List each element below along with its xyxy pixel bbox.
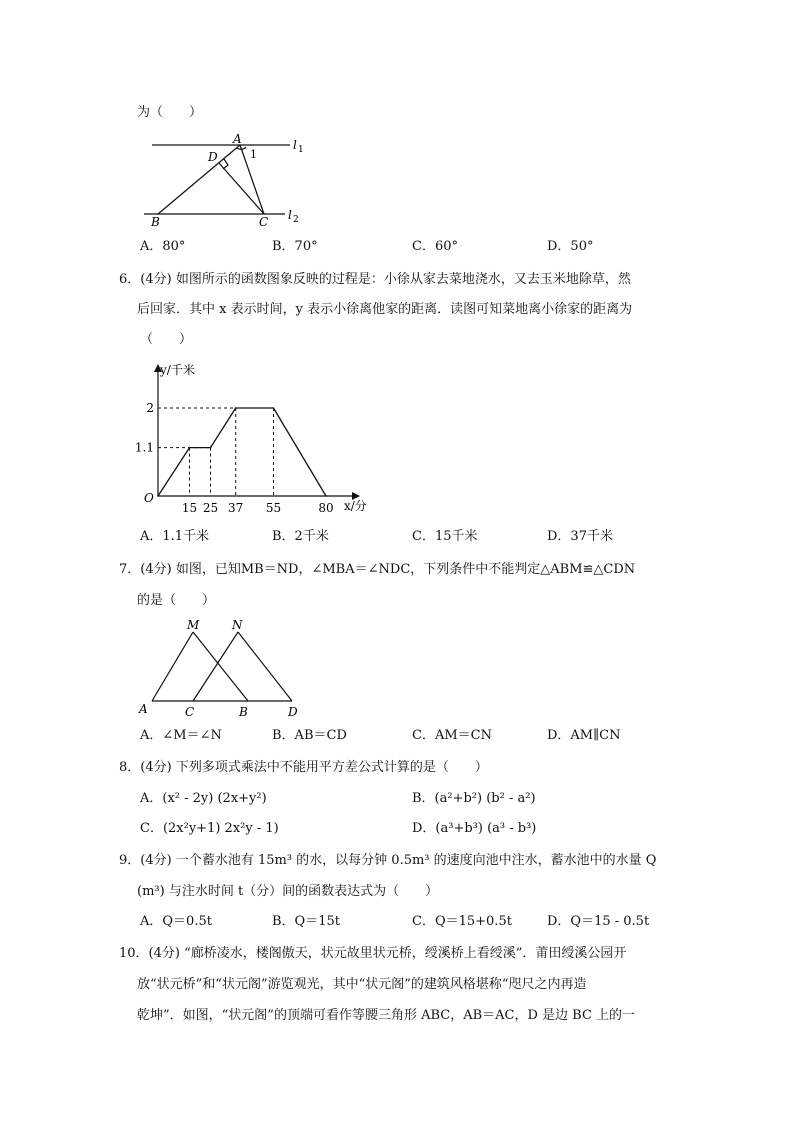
q6-option-d[interactable]: D．37千米: [547, 529, 613, 544]
q6-option-b[interactable]: B．2千米: [272, 529, 329, 544]
q7-label-C: C: [185, 705, 195, 719]
q7-line-2: 的是（ ）: [137, 593, 216, 608]
q5-label-l2: l: [288, 208, 292, 222]
x-tick-label: 25: [202, 501, 219, 515]
q7-label-B: B: [239, 705, 248, 719]
q9-option-b[interactable]: B．Q＝15t: [272, 914, 340, 929]
q10-line-1: 10．(4分) “廊桥凌水，楼阁傲天，状元故里状元桥，绶溪桥上看绶溪”．莆田绶溪公园开: [119, 946, 627, 961]
q6-option-c[interactable]: C．15千米: [412, 529, 478, 544]
q5-label-l1-sub: 1: [298, 145, 304, 155]
q9-option-c[interactable]: C．Q＝15+0.5t: [412, 914, 512, 929]
q5-figure: [140, 130, 320, 230]
y-axis-label: y/千米: [160, 363, 195, 377]
x-tick-label: 37: [228, 501, 244, 515]
origin-label: O: [144, 491, 154, 505]
q9-option-d[interactable]: D．Q＝15 - 0.5t: [547, 914, 650, 929]
q5-label-C: C: [259, 215, 269, 229]
q7-option-c[interactable]: C．AM＝CN: [412, 728, 492, 743]
q9-option-a[interactable]: A．Q＝0.5t: [140, 914, 212, 929]
data-point: [235, 407, 237, 409]
q6-line-2: 后回家．其中 x 表示时间，y 表示小徐离他家的距离．读图可知菜地离小徐家的距离为: [137, 302, 633, 317]
x-tick-label: 15: [181, 501, 198, 515]
data-point: [273, 407, 275, 409]
q10-line-2: 放“状元桥”和“状元阁”游览观光，其中“状元阁”的建筑风格堪称“咫尺之内再造: [137, 977, 587, 992]
q6-line-3: （ ）: [140, 332, 193, 347]
q8-line-1: 8．(4分) 下列多项式乘法中不能用平方差公式计算的是（ ）: [119, 760, 488, 775]
q5-option-d[interactable]: D．50°: [547, 239, 594, 254]
q5-option-a[interactable]: A．80°: [140, 239, 186, 254]
x-tick-label: 80: [318, 501, 334, 515]
data-point: [157, 495, 159, 497]
q7-option-b[interactable]: B．AB＝CD: [272, 728, 347, 743]
q5-label-D: D: [208, 150, 218, 164]
q9-line-2: (m³) 与注水时间 t（分）间的函数表达式为（ ）: [137, 884, 439, 899]
q5-label-angle: 1: [250, 148, 257, 161]
q5-tail: 为（ ）: [137, 105, 203, 120]
data-point: [325, 495, 327, 497]
q7-line-1: 7．(4分) 如图，已知MB＝ND，∠MBA＝∠NDC，下列条件中不能判定△ABM≌△CDN: [119, 562, 636, 577]
q8-option-d[interactable]: D．(a³+b³) (a³ - b³): [412, 821, 537, 836]
q7-label-D: D: [288, 705, 298, 719]
x-axis-label: x/分: [344, 499, 367, 513]
q6-chart: [130, 360, 380, 520]
q5-label-A: A: [233, 132, 242, 146]
series-line: [158, 408, 326, 496]
q6-option-a[interactable]: A．1.1千米: [140, 529, 210, 544]
x-tick-label: 55: [265, 501, 282, 515]
q8-option-c[interactable]: C．(2x²y+1) 2x²y - 1): [140, 821, 279, 836]
q7-option-a[interactable]: A．∠M＝∠N: [140, 728, 222, 743]
q8-option-a[interactable]: A．(x² - 2y) (2x+y²): [140, 791, 267, 806]
q5-label-l1: l: [293, 138, 297, 152]
y-tick-label: 1.1: [134, 440, 154, 455]
data-point: [210, 447, 212, 449]
q5-option-c[interactable]: C．60°: [412, 239, 458, 254]
q7-label-M: M: [187, 618, 200, 632]
q7-option-d[interactable]: D．AM∥CN: [547, 728, 621, 743]
q5-label-l2-sub: 2: [293, 215, 299, 225]
q10-line-3: 乾坤”．如图，“状元阁”的顶端可看作等腰三角形 ABC，AB＝AC，D 是边 BC 上的一: [137, 1008, 636, 1023]
q5-option-b[interactable]: B．70°: [272, 239, 318, 254]
q8-option-b[interactable]: B．(a²+b²) (b² - a²): [412, 791, 536, 806]
q6-line-1: 6．(4分) 如图所示的函数图象反映的过程是：小徐从家去菜地浇水，又去玉米地除草，然: [119, 272, 631, 287]
q9-line-1: 9．(4分) 一个蓄水池有 15m³ 的水，以每分钟 0.5m³ 的速度向池中注水，蓄水池中的水量 Q: [119, 853, 657, 868]
q7-figure: [135, 615, 315, 720]
q7-label-N: N: [232, 618, 243, 632]
q7-label-A: A: [139, 702, 148, 716]
y-tick-label: 2: [146, 401, 154, 415]
data-point: [189, 447, 191, 449]
q5-label-B: B: [151, 215, 160, 229]
